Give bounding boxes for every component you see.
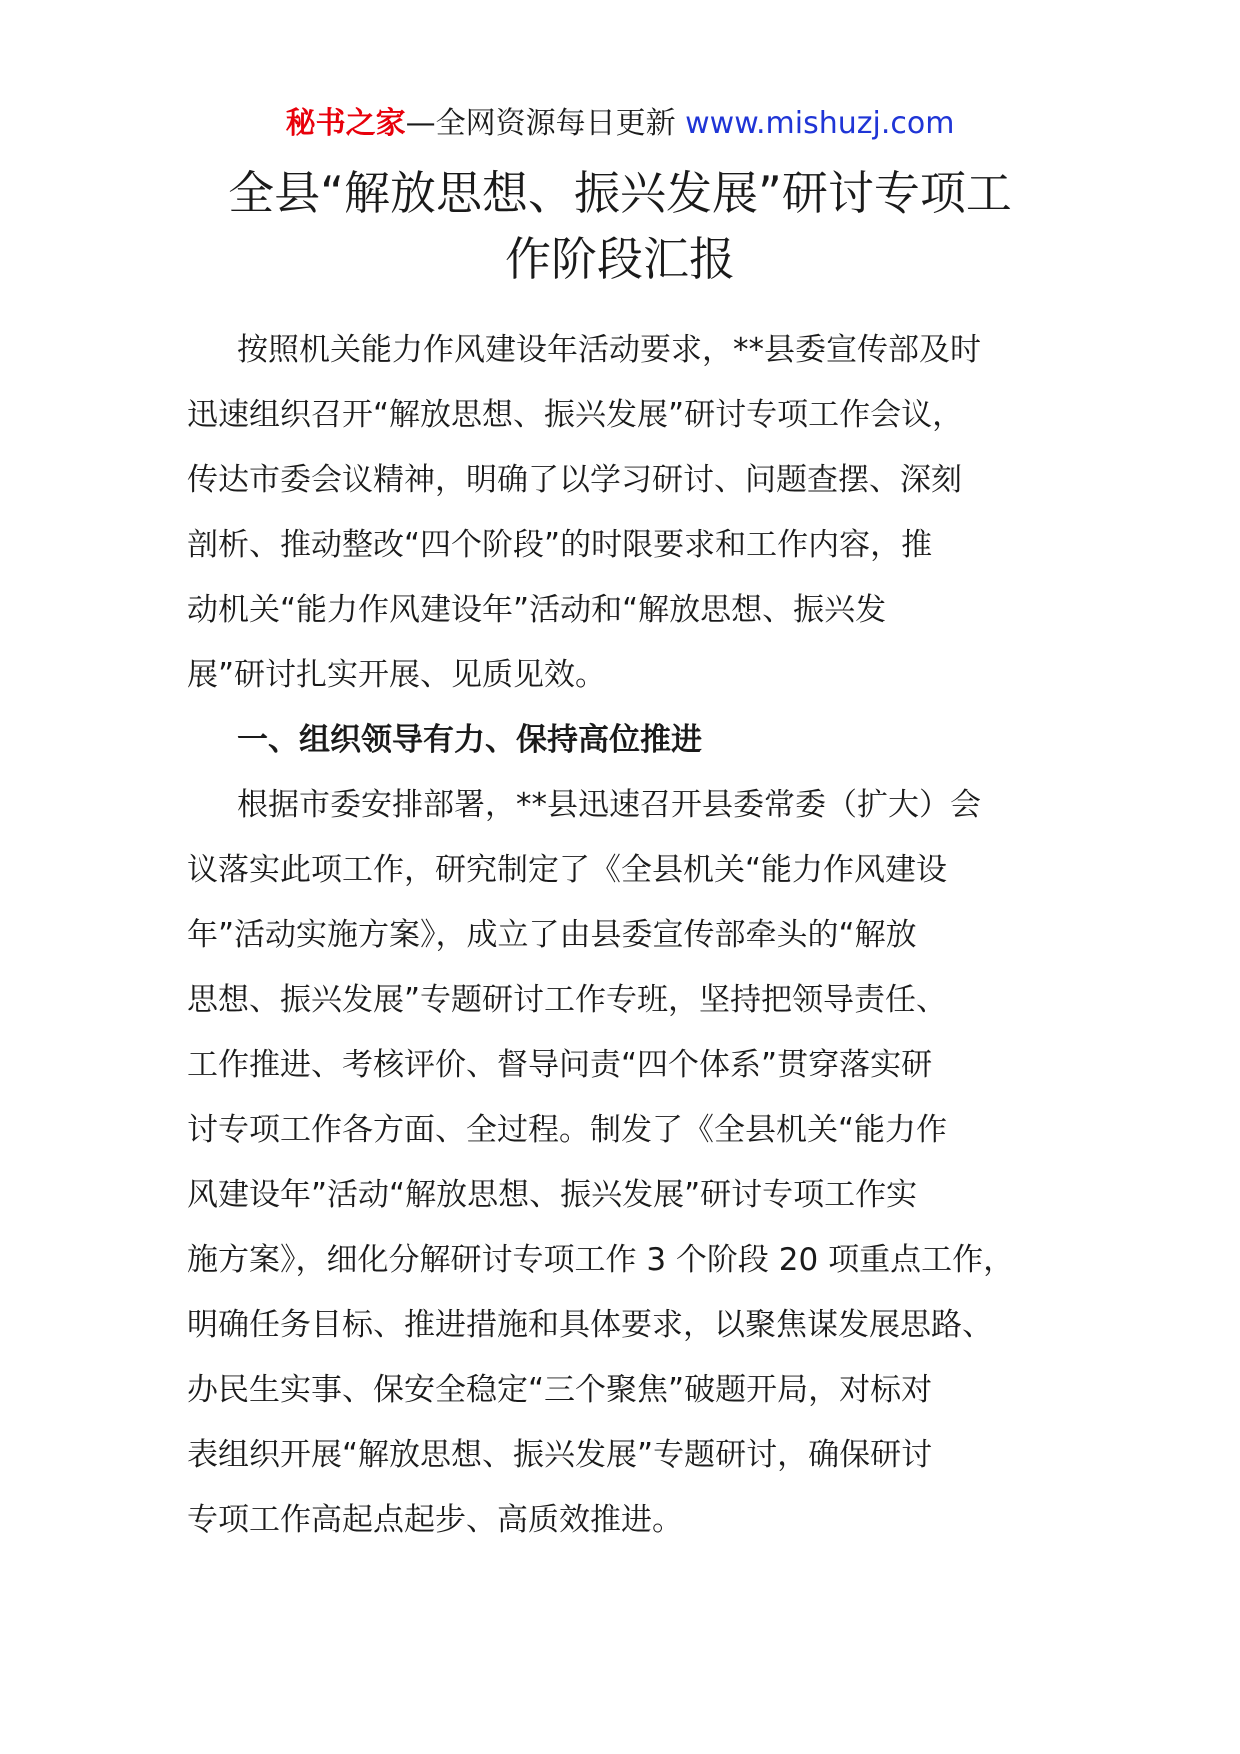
title-line: 全县“解放思想、振兴发展”研讨专项工 [228,166,1012,220]
text-line: 迅速组织召开“解放思想、振兴发展”研讨专项工作会议， [187,397,964,433]
text-line: 议落实此项工作，研究制定了《全县机关“能力作风建设 [187,852,948,888]
document-title [140,160,1100,292]
paragraph-intro [187,318,1087,708]
text-line: 办民生实事、保安全稳定“三个聚焦”破题开局，对标对 [187,1372,933,1408]
text-line: 工作推进、考核评价、督导问责“四个体系”贯穿落实研 [187,1047,933,1083]
text-line: 施方案》，细化分解研讨专项工作 3 个阶段 20 项重点工作， [187,1242,1015,1278]
text-line: 传达市委会议精神，明确了以学习研讨、问题查摆、深刻 [187,462,962,498]
text-line: 明确任务目标、推进措施和具体要求，以聚焦谋发展思路、 [187,1307,993,1343]
text-line: 讨专项工作各方面、全过程。制发了《全县机关“能力作 [187,1112,948,1148]
brand-name: 秘书之家 [285,106,406,141]
paragraph-section-one [187,773,1087,1553]
text-line: 展”研讨扎实开展、见质见效。 [187,657,607,693]
text-line: 思想、振兴发展”专题研讨工作专班，坚持把领导责任、 [187,982,948,1018]
document-body [187,318,1087,1553]
text-line: 根据市委安排部署，**县迅速召开县委常委（扩大）会 [237,787,981,823]
text-line: 专项工作高起点起步、高质效推进。 [187,1502,683,1538]
site-url: www.mishuzj.com [685,106,955,141]
text-line: 按照机关能力作风建设年活动要求，**县委宣传部及时 [237,332,981,368]
text-line: 年”活动实施方案》，成立了由县委宣传部牵头的“解放 [187,917,917,953]
text-line: 表组织开展“解放思想、振兴发展”专题研讨，确保研讨 [187,1437,933,1473]
text-line: 风建设年”活动“解放思想、振兴发展”研讨专项工作实 [187,1177,918,1213]
text-line: 剖析、推动整改“四个阶段”的时限要求和工作内容，推 [187,527,933,563]
header-tagline: —全网资源每日更新 [405,106,676,141]
title-line: 作阶段汇报 [505,232,735,286]
site-header [0,104,1240,144]
section-heading: 一、组织领导有力、保持高位推进 [237,722,702,758]
text-line: 动机关“能力作风建设年”活动和“解放思想、振兴发 [187,592,887,628]
